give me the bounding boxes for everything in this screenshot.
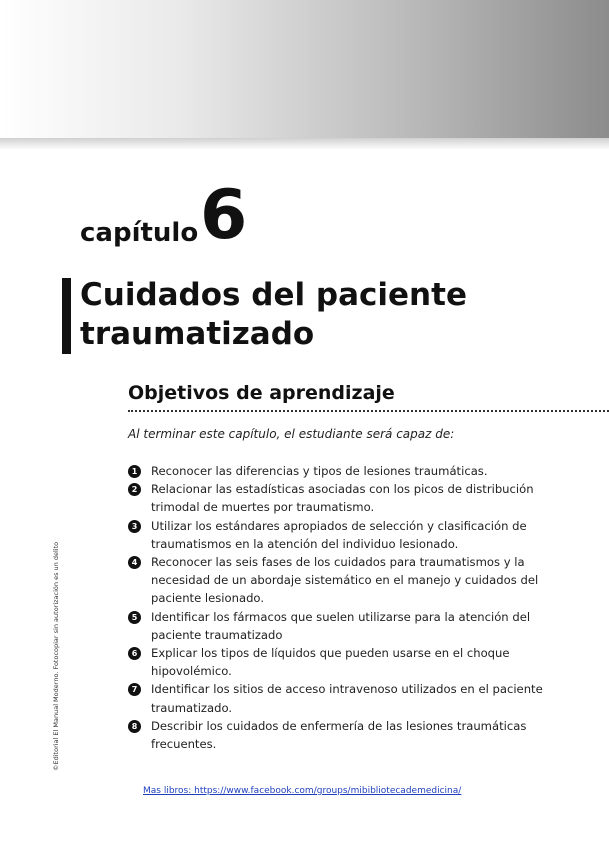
chapter-number: 6 [200,176,248,255]
header-shadow [0,138,609,150]
objective-text: Explicar los tipos de líquidos que pueden usarse en el choque hipovolémico. [151,646,510,679]
number-bullet-icon: 5 [128,611,141,624]
copyright-side-note: ©Editorial El Manual Moderno. Fotocopiar sin autorización es un delito [52,541,60,771]
number-bullet-icon: 2 [128,483,141,496]
objective-text: Relacionar las estadísticas asociadas con los picos de distribución trimodal de muertes por traumatismo. [151,482,534,515]
number-bullet-icon: 3 [128,520,141,533]
objective-item [128,680,558,716]
title-accent-bar [62,278,71,354]
objective-item [128,462,558,480]
objective-text: Identificar los sitios de acceso intravenoso utilizados en el paciente traumatizado. [151,682,543,715]
objective-item [128,608,558,644]
objective-item [128,644,558,680]
objective-item [128,480,558,516]
objective-item [128,553,558,608]
objective-text: Identificar los fármacos que suelen utilizarse para la atención del paciente traumatizado [151,609,531,642]
chapter-label: capítulo [80,218,199,248]
number-bullet-icon: 6 [128,647,141,660]
number-bullet-icon: 4 [128,556,141,569]
objective-text: Utilizar los estándares apropiados de selección y clasificación de traumatismos en la atención del individuo lesionado. [151,518,527,551]
number-bullet-icon: 8 [128,720,141,733]
chapter-header-band [0,0,609,138]
number-bullet-icon: 1 [128,465,141,478]
objectives-heading: Objetivos de aprendizaje [128,382,395,404]
objective-item [128,717,558,753]
number-bullet-icon: 7 [128,683,141,696]
objectives-list [128,462,558,753]
objective-text: Describir los cuidados de enfermería de las lesiones traumáticas frecuentes. [151,718,527,752]
dotted-divider [128,410,609,412]
objective-item [128,517,558,553]
footer-link[interactable]: Mas libros: https://www.facebook.com/groups/mibibliotecademedicina/ [143,786,462,796]
chapter-title: Cuidados del paciente traumatizado [80,277,467,352]
objective-text: Reconocer las seis fases de los cuidados para traumatismos y la necesidad de un abordaje sistemático en el manejo y cuidados del paciente lesionado. [151,555,539,606]
objective-text: Reconocer las diferencias y tipos de lesiones traumáticas. [151,464,488,478]
objectives-intro: Al terminar este capítulo, el estudiante será capaz de: [128,427,455,441]
